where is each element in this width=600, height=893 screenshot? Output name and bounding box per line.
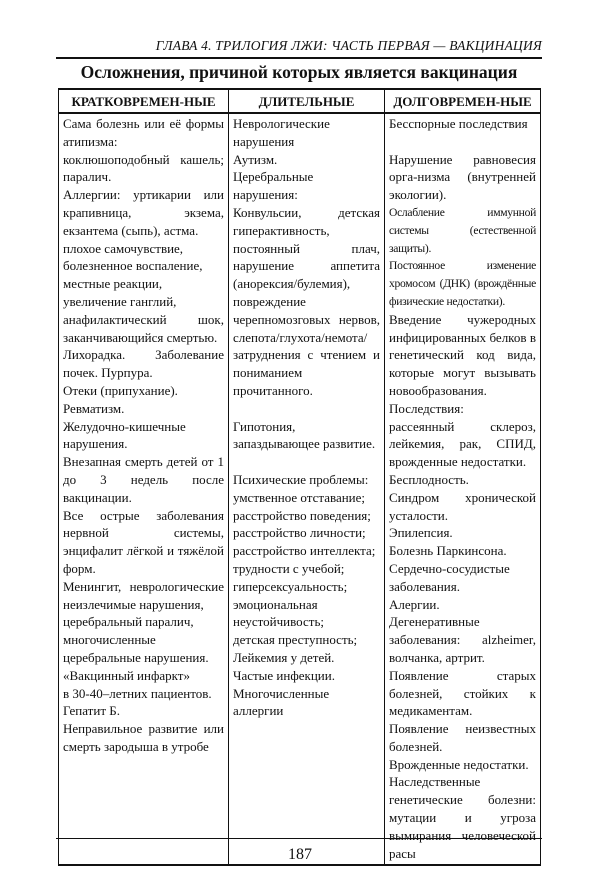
table-cell-item: Эпилепсия. (389, 525, 453, 541)
table-cell-item: расстройство поведения; (233, 507, 371, 523)
table-cell-item: в 30-40–летних пациентов. (63, 685, 212, 701)
table-cell-item: «Вакцинный инфаркт» (63, 667, 190, 683)
long-term-cell (229, 113, 385, 865)
table-cell-item: Бесплодность. (389, 471, 469, 487)
table-cell-item: Нарушение равновесия орга-низма (внутренней экологии). (389, 151, 536, 203)
table-cell-item: Лихорадка. Заболевание почек. Пурпура. (63, 347, 224, 381)
table-cell-item: Появление старых болезней, стойких к медикаментам. (389, 667, 536, 719)
table-cell-item: Менингит, неврологические неизлечимые нарушения, (63, 578, 224, 612)
table-cell-item: детская преступность; (233, 632, 358, 648)
table-cell-item: Врожденные недостатки. (389, 756, 529, 772)
table-cell-item: умственное отставание; (233, 489, 366, 505)
table-cell-item: болезненное воспаление, (63, 258, 203, 274)
table-cell-item: церебральный паралич, (63, 614, 194, 630)
table-cell-item: запаздывающее развитие. (233, 436, 376, 452)
table-cell-item (233, 453, 380, 471)
table-cell-item: Дегенеративные заболевания: alzheimer, волчанка, артрит. (389, 614, 536, 665)
table-cell-item: Желудочно-кишечные нарушения. (63, 418, 186, 452)
table-cell-item (389, 133, 536, 151)
table-cell-item: местные реакции, (63, 276, 163, 292)
very-long-term-cell (385, 113, 541, 865)
table-cell-item: Гепатит Б. (63, 703, 120, 719)
column-header-short-term: КРАТКОВРЕМЕН-НЫЕ (59, 89, 229, 113)
table-cell-item: рассеянный склероз, лейкемия, рак, СПИД, врожденные недостатки. (389, 418, 536, 470)
table-cell-item: Неправильное развитие или смерть зародыша в утробе (63, 721, 224, 754)
table-cell-item: Отеки (припухание). (63, 382, 178, 398)
table-cell-item: Частые инфекции. (233, 667, 335, 683)
table-cell-item: Синдром хронической усталости. (389, 489, 536, 523)
table-cell-item: Ревматизм. (63, 400, 125, 416)
column-header-long-term: ДЛИТЕЛЬНЫЕ (229, 89, 385, 113)
table-cell-item: Последствия: (389, 400, 464, 416)
complications-table (58, 88, 541, 866)
table-cell-item: Аллергии: уртикарии или крапивница, экзема, екзантема (сыпь), астма. (63, 187, 224, 238)
table-cell-item: Сердечно-сосудистые заболевания. (389, 560, 510, 594)
table-cell-item: Неврологические нарушения (233, 116, 330, 149)
table-cell-item: Болезнь Паркинсона. (389, 543, 507, 559)
table-cell-item: Аутизм. (233, 151, 278, 167)
column-header-very-long-term: ДОЛГОВРЕМЕН-НЫЕ (385, 89, 541, 113)
table-cell-item: Наследственные генетические болезни: мутации и угроза вымирания человеческой расы (389, 774, 536, 861)
table-cell-item: повреждение черепномозговых нервов, слепота/глухота/немота/ (233, 293, 380, 345)
table-cell-item: гиперсексуальность; (233, 578, 348, 594)
table-cell-item: Внезапная смерть детей от 1 до 3 недель после вакцинации. (63, 454, 224, 505)
table-cell-item: Конвульсии, детская гиперактивность, постоянный плач, нарушение аппетита (анорексия/булемия), (233, 204, 380, 292)
table-cell-item: Бесспорные последствия (389, 116, 528, 131)
table-cell-item: Введение чужеродных инфицированных белков в генетический код вида, которые могут вызывать новообразования. (389, 311, 536, 398)
table-cell-item: трудности с учебой; (233, 560, 345, 576)
table-cell-item: Алергии. (389, 596, 440, 612)
table-cell-item: Психические проблемы: (233, 471, 369, 487)
table-cell-item: Постоянное изменение хромосом (ДНК) (врождённые физические недостатки). (389, 259, 536, 308)
table-cell-item: эмоциональная неустойчивость; (233, 596, 324, 630)
table-cell-item: Появление неизвестных болезней. (389, 721, 536, 754)
table-cell-item: Ослабление иммунной системы (естественной защиты). (389, 205, 536, 255)
table-cell-item: увеличение ганглий, (63, 293, 177, 309)
table-cell-item: плохое самочувствие, (63, 240, 184, 256)
short-term-cell (59, 113, 229, 865)
header-rule (56, 57, 542, 59)
table-cell-item: анафилактический шок, заканчивающийся смертью. (63, 311, 224, 345)
table-cell-item: Лейкемия у детей. (233, 649, 335, 665)
table-cell-item: Церебральные нарушения: (233, 169, 314, 203)
page-number: 187 (288, 846, 312, 863)
page-title: Осложнения, причиной которых является вакцинация (80, 62, 518, 82)
running-head: ГЛАВА 4. ТРИЛОГИЯ ЛЖИ: ЧАСТЬ ПЕРВАЯ — ВАКЦИНАЦИЯ (155, 38, 542, 53)
table-cell-item: расстройство личности; (233, 525, 366, 541)
footer-rule (56, 838, 542, 839)
table-cell-item: затруднения с чтением и пониманием прочитанного. (233, 347, 380, 398)
table-cell-item: Сама болезнь или её формы атипизма: (63, 116, 224, 149)
table-cell-item: расстройство интеллекта; (233, 543, 376, 559)
table-cell-item (233, 400, 380, 418)
table-cell-item: Гипотония, (233, 418, 296, 434)
table-cell-item: коклюшоподобный кашель; паралич. (63, 151, 224, 185)
table-cell-item: многочисленные церебральные нарушения. (63, 632, 209, 665)
table-cell-item: Все острые заболевания нервной системы, энцифалит лёгкой и тяжёлой форм. (63, 507, 224, 576)
table-cell-item: Многочисленные аллергии (233, 685, 330, 719)
